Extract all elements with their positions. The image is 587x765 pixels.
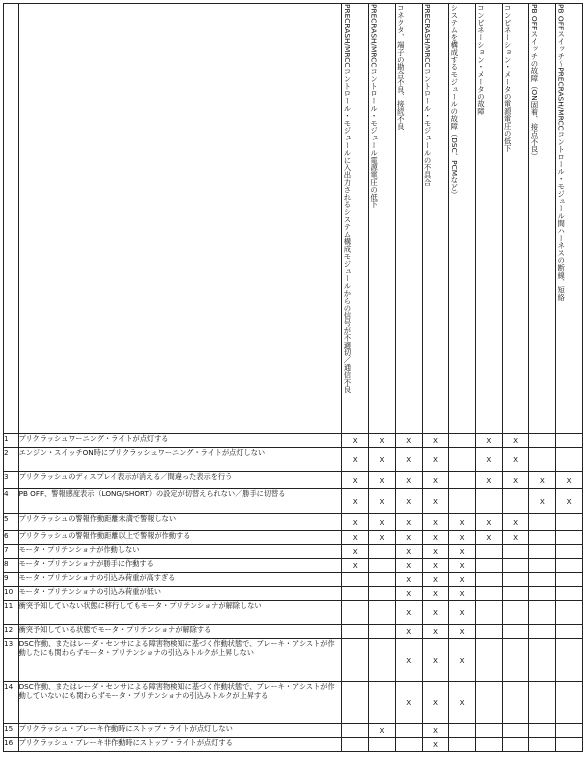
row-number: 12 [4, 625, 19, 639]
table-row [4, 738, 583, 752]
mark-cell [369, 738, 396, 752]
table-row [4, 472, 583, 489]
row-number: 14 [4, 682, 19, 724]
mark-cell [475, 559, 502, 573]
mark-cell: X [422, 514, 449, 531]
table-row [4, 724, 583, 738]
mark-cell [529, 738, 556, 752]
column-header-label: PRECRASH/MRCCコントロール・モジュール電源電圧の低下 [369, 4, 379, 209]
mark-cell [369, 587, 396, 601]
mark-cell [449, 724, 476, 738]
table-row [4, 545, 583, 559]
mark-cell: X [369, 448, 396, 472]
mark-cell: X [422, 682, 449, 724]
column-header-3 [395, 4, 422, 434]
mark-cell: X [395, 434, 422, 448]
mark-cell [475, 724, 502, 738]
mark-cell: X [475, 434, 502, 448]
mark-cell [556, 682, 583, 724]
table-row [4, 601, 583, 625]
mark-cell: X [422, 724, 449, 738]
table-row [4, 639, 583, 682]
mark-cell: X [342, 531, 369, 545]
mark-cell [475, 489, 502, 514]
mark-cell [475, 738, 502, 752]
mark-cell: X [342, 559, 369, 573]
mark-cell: X [342, 434, 369, 448]
mark-cell: X [449, 531, 476, 545]
column-header-label: PB OFFスイッチの故障（ON固着、接点不良） [529, 4, 539, 160]
mark-cell [369, 601, 396, 625]
mark-cell: X [422, 625, 449, 639]
mark-cell [502, 587, 529, 601]
symptom-description: モータ・プリテンショナの引込み荷重が低い [18, 587, 342, 601]
mark-cell: X [342, 448, 369, 472]
mark-cell: X [556, 472, 583, 489]
mark-cell [342, 724, 369, 738]
mark-cell [502, 639, 529, 682]
row-number: 13 [4, 639, 19, 682]
symptom-description: 衝突予知していない状態に移行してもモータ・プリテンショナが解除しない [18, 601, 342, 625]
mark-cell: X [502, 531, 529, 545]
mark-cell [529, 682, 556, 724]
mark-cell [342, 682, 369, 724]
row-number: 9 [4, 573, 19, 587]
mark-cell [369, 573, 396, 587]
column-header-5 [449, 4, 476, 434]
mark-cell [556, 587, 583, 601]
mark-cell [502, 573, 529, 587]
mark-cell [502, 724, 529, 738]
mark-cell: X [395, 489, 422, 514]
mark-cell: X [395, 601, 422, 625]
row-number: 4 [4, 489, 19, 514]
column-header-1 [342, 4, 369, 434]
table-row [4, 448, 583, 472]
mark-cell [529, 448, 556, 472]
mark-cell [475, 587, 502, 601]
mark-cell [475, 639, 502, 682]
column-header-2 [369, 4, 396, 434]
matrix-body [4, 4, 583, 752]
mark-cell [502, 601, 529, 625]
mark-cell [475, 601, 502, 625]
symptom-description: PB OFF、警報感度表示（LONG/SHORT）の設定が切替えられない／勝手に切替る [18, 489, 342, 514]
mark-cell [449, 472, 476, 489]
symptom-description: プリクラッシュ・ブレーキ作動時にストップ・ライトが点灯しない [18, 724, 342, 738]
mark-cell: X [502, 434, 529, 448]
mark-cell [529, 601, 556, 625]
mark-cell: X [395, 682, 422, 724]
table-row [4, 573, 583, 587]
table-row [4, 625, 583, 639]
mark-cell [342, 587, 369, 601]
column-header-4 [422, 4, 449, 434]
mark-cell: X [556, 489, 583, 514]
mark-cell [556, 625, 583, 639]
mark-cell [449, 448, 476, 472]
mark-cell: X [475, 448, 502, 472]
mark-cell: X [395, 545, 422, 559]
corner-cell-number [4, 4, 19, 434]
column-header-label: コネクタ、端子の勘合不良、接続不良 [396, 4, 406, 130]
mark-cell [556, 434, 583, 448]
symptom-description: エンジン・スイッチON時にプリクラッシュワーニング・ライトが点灯しない [18, 448, 342, 472]
mark-cell: X [369, 434, 396, 448]
mark-cell [369, 639, 396, 682]
table-row [4, 514, 583, 531]
mark-cell [529, 573, 556, 587]
mark-cell: X [395, 573, 422, 587]
mark-cell [556, 573, 583, 587]
column-header-label: PB OFFスイッチ〜PRECRASH/MRCCコントロール・モジュール間ハーネスの断線、短絡 [556, 4, 566, 301]
column-header-8 [529, 4, 556, 434]
mark-cell: X [422, 448, 449, 472]
mark-cell: X [422, 587, 449, 601]
mark-cell: X [395, 448, 422, 472]
column-header-7 [502, 4, 529, 434]
mark-cell [395, 738, 422, 752]
mark-cell: X [369, 531, 396, 545]
mark-cell: X [449, 639, 476, 682]
mark-cell [475, 625, 502, 639]
row-number: 16 [4, 738, 19, 752]
row-number: 1 [4, 434, 19, 448]
column-header-label: PRECRASH/MRCCコントロール・モジュールに入出力されるシステム構成モジュールからの信号が不適切／通信不良 [342, 4, 352, 394]
symptom-description: モータ・プリテンショナの引込み荷重が高すぎる [18, 573, 342, 587]
mark-cell: X [449, 601, 476, 625]
mark-cell [556, 514, 583, 531]
column-header-6 [475, 4, 502, 434]
mark-cell [529, 639, 556, 682]
mark-cell [529, 531, 556, 545]
mark-cell [502, 559, 529, 573]
mark-cell: X [342, 514, 369, 531]
row-number: 2 [4, 448, 19, 472]
mark-cell [369, 682, 396, 724]
mark-cell [556, 724, 583, 738]
symptom-description: プリクラッシュ・ブレーキ非作動時にストップ・ライトが点灯する [18, 738, 342, 752]
mark-cell [449, 489, 476, 514]
row-number: 10 [4, 587, 19, 601]
mark-cell: X [449, 682, 476, 724]
table-row [4, 531, 583, 545]
mark-cell: X [342, 472, 369, 489]
mark-cell: X [502, 514, 529, 531]
mark-cell [502, 738, 529, 752]
row-number: 11 [4, 601, 19, 625]
mark-cell [342, 625, 369, 639]
mark-cell: X [395, 514, 422, 531]
mark-cell [556, 448, 583, 472]
symptom-description: DSC作動、またはレーダ・センサによる障害物検知に基づく作動状態で、ブレーキ・アシストが作動していないにも関わらずモータ・プリテンショナの引込みトルクが上昇する [18, 682, 342, 724]
symptom-description: プリクラッシュワーニング・ライトが点灯する [18, 434, 342, 448]
mark-cell: X [395, 639, 422, 682]
mark-cell: X [475, 531, 502, 545]
row-number: 15 [4, 724, 19, 738]
mark-cell: X [422, 434, 449, 448]
mark-cell [369, 625, 396, 639]
mark-cell: X [422, 545, 449, 559]
mark-cell: X [475, 472, 502, 489]
symptom-description: モータ・プリテンショナが作動しない [18, 545, 342, 559]
table-row [4, 587, 583, 601]
mark-cell: X [475, 514, 502, 531]
mark-cell [556, 531, 583, 545]
mark-cell: X [422, 531, 449, 545]
mark-cell: X [342, 489, 369, 514]
mark-cell: X [395, 472, 422, 489]
mark-cell: X [422, 559, 449, 573]
mark-cell [369, 559, 396, 573]
row-number: 5 [4, 514, 19, 531]
mark-cell [502, 489, 529, 514]
mark-cell: X [449, 545, 476, 559]
mark-cell: X [422, 573, 449, 587]
mark-cell: X [502, 448, 529, 472]
diagnosis-matrix-table [3, 3, 583, 752]
mark-cell [342, 601, 369, 625]
mark-cell [475, 545, 502, 559]
mark-cell: X [395, 587, 422, 601]
row-number: 3 [4, 472, 19, 489]
column-header-label: コンビネーション・メータの電源電圧の低下 [503, 4, 513, 152]
mark-cell: X [369, 489, 396, 514]
mark-cell: X [422, 601, 449, 625]
mark-cell: X [449, 625, 476, 639]
mark-cell: X [422, 738, 449, 752]
symptom-description: プリクラッシュのディスプレイ表示が消える／間違った表示を行う [18, 472, 342, 489]
mark-cell: X [422, 639, 449, 682]
table-row [4, 434, 583, 448]
mark-cell [449, 738, 476, 752]
row-number: 8 [4, 559, 19, 573]
symptom-description: DSC作動、またはレーダ・センサによる障害物検知に基づく作動状態で、ブレーキ・アシストが作動したにも関わらずモータ・プリテンショナの引込みトルクが上昇しない [18, 639, 342, 682]
mark-cell: X [395, 531, 422, 545]
mark-cell: X [449, 514, 476, 531]
mark-cell [529, 514, 556, 531]
mark-cell: X [449, 573, 476, 587]
corner-cell-description [18, 4, 342, 434]
symptom-description: モータ・プリテンショナが勝手に作動する [18, 559, 342, 573]
mark-cell [449, 434, 476, 448]
mark-cell [502, 682, 529, 724]
header-row [4, 4, 583, 434]
mark-cell [475, 682, 502, 724]
column-header-9 [556, 4, 583, 434]
mark-cell [556, 601, 583, 625]
mark-cell [529, 559, 556, 573]
mark-cell [342, 738, 369, 752]
mark-cell: X [449, 587, 476, 601]
mark-cell [556, 545, 583, 559]
mark-cell: X [369, 472, 396, 489]
mark-cell [529, 724, 556, 738]
row-number: 6 [4, 531, 19, 545]
mark-cell [556, 738, 583, 752]
table-row [4, 559, 583, 573]
mark-cell [475, 573, 502, 587]
mark-cell [556, 639, 583, 682]
mark-cell: X [502, 472, 529, 489]
mark-cell: X [422, 472, 449, 489]
mark-cell: X [449, 559, 476, 573]
mark-cell [395, 724, 422, 738]
column-header-label: PRECRASH/MRCCコントロール・モジュールの不具合 [423, 4, 433, 186]
mark-cell: X [422, 489, 449, 514]
mark-cell: X [395, 559, 422, 573]
row-number: 7 [4, 545, 19, 559]
table-row [4, 489, 583, 514]
symptom-description: プリクラッシュの警報作動距離未満で警報しない [18, 514, 342, 531]
mark-cell [502, 545, 529, 559]
mark-cell: X [529, 489, 556, 514]
mark-cell: X [529, 472, 556, 489]
table-row [4, 682, 583, 724]
column-header-label: システムを構成するモジュールの故障（DSC、PCMなど） [449, 4, 459, 199]
mark-cell [502, 625, 529, 639]
column-header-label: コンビネーション・メータの故障 [476, 4, 486, 115]
mark-cell: X [369, 724, 396, 738]
symptom-description: プリクラッシュの警報作動距離以上で警報が作動する [18, 531, 342, 545]
mark-cell [342, 639, 369, 682]
mark-cell [529, 587, 556, 601]
mark-cell: X [395, 625, 422, 639]
mark-cell [342, 573, 369, 587]
mark-cell [369, 545, 396, 559]
mark-cell [529, 625, 556, 639]
mark-cell [556, 559, 583, 573]
symptom-description: 衝突予知している状態でモータ・プリテンショナが解除する [18, 625, 342, 639]
mark-cell: X [369, 514, 396, 531]
mark-cell: X [342, 545, 369, 559]
mark-cell [529, 545, 556, 559]
mark-cell [529, 434, 556, 448]
